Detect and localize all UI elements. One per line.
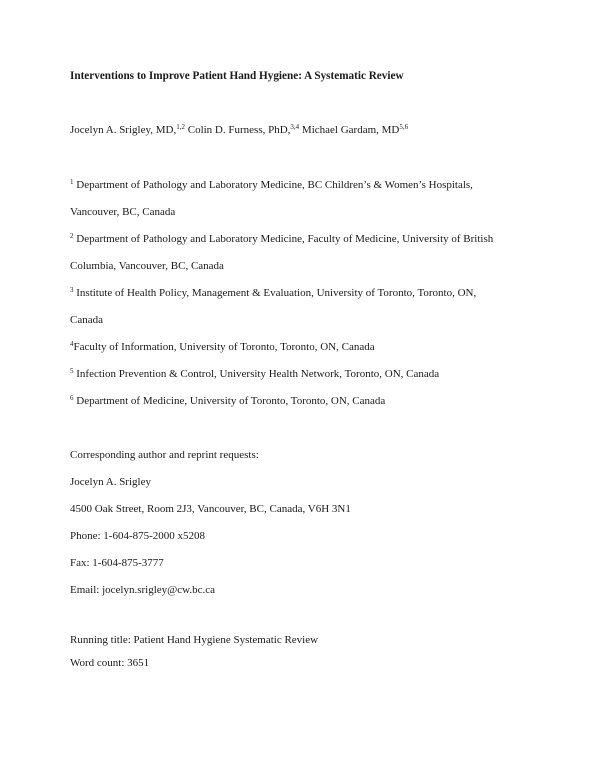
affiliation-number: 2 [70,232,74,240]
running-title: Running title: Patient Hand Hygiene Systematic Review [70,634,319,646]
correspondence-phone: Phone: 1-604-875-2000 x5208 [70,530,206,542]
author-affiliation-marker: 3,4 [290,123,300,131]
affiliation-line: Canada [70,314,103,326]
affiliation-number: 1 [70,178,74,186]
affiliation-text: Department of Pathology and Laboratory Medicine, BC Children’s & Women’s Hospitals, [76,179,473,191]
affiliation-number: 3 [70,286,74,294]
affiliation-line: Columbia, Vancouver, BC, Canada [70,260,224,272]
affiliation-line [70,368,439,381]
author-affiliation-marker: 1,2 [176,123,185,131]
affiliation-text: Institute of Health Policy, Management & Evaluation, University of Toronto, Toronto, ON, [76,287,477,299]
affiliation-text: Faculty of Information, University of Toronto, Toronto, ON, Canada [73,341,375,353]
correspondence-name: Jocelyn A. Srigley [70,476,151,488]
word-count: Word count: 3651 [70,657,150,669]
author-affiliation-marker: 5,6 [399,123,409,131]
affiliation-line [70,287,476,300]
author-name: Michael Gardam, MD [301,124,400,136]
correspondence-address: 4500 Oak Street, Room 2J3, Vancouver, BC, Canada, V6H 3N1 [70,503,351,515]
correspondence-email: Email: jocelyn.srigley@cw.bc.ca [70,584,216,596]
affiliation-text: Department of Medicine, University of Toronto, Toronto, ON, Canada [76,395,386,407]
correspondence-fax: Fax: 1-604-875-3777 [70,557,164,569]
affiliation-line [70,233,493,246]
affiliation-line [70,179,473,192]
affiliation-number: 6 [70,394,74,402]
affiliation-number: 4 [70,340,74,348]
affiliation-line [70,395,385,408]
affiliation-text: Department of Pathology and Laboratory Medicine, Faculty of Medicine, University of British [76,233,494,245]
author-line [70,124,408,137]
correspondence-heading: Corresponding author and reprint requests: [70,449,259,461]
paper-title: Interventions to Improve Patient Hand Hygiene: A Systematic Review [70,70,404,82]
affiliation-line [70,341,375,354]
author-name: Jocelyn A. Srigley, MD, [70,124,177,136]
affiliation-number: 5 [70,367,74,375]
affiliation-line: Vancouver, BC, Canada [70,206,176,218]
author-name: Colin D. Furness, PhD, [187,124,291,136]
affiliation-text: Infection Prevention & Control, University Health Network, Toronto, ON, Canada [76,368,440,380]
